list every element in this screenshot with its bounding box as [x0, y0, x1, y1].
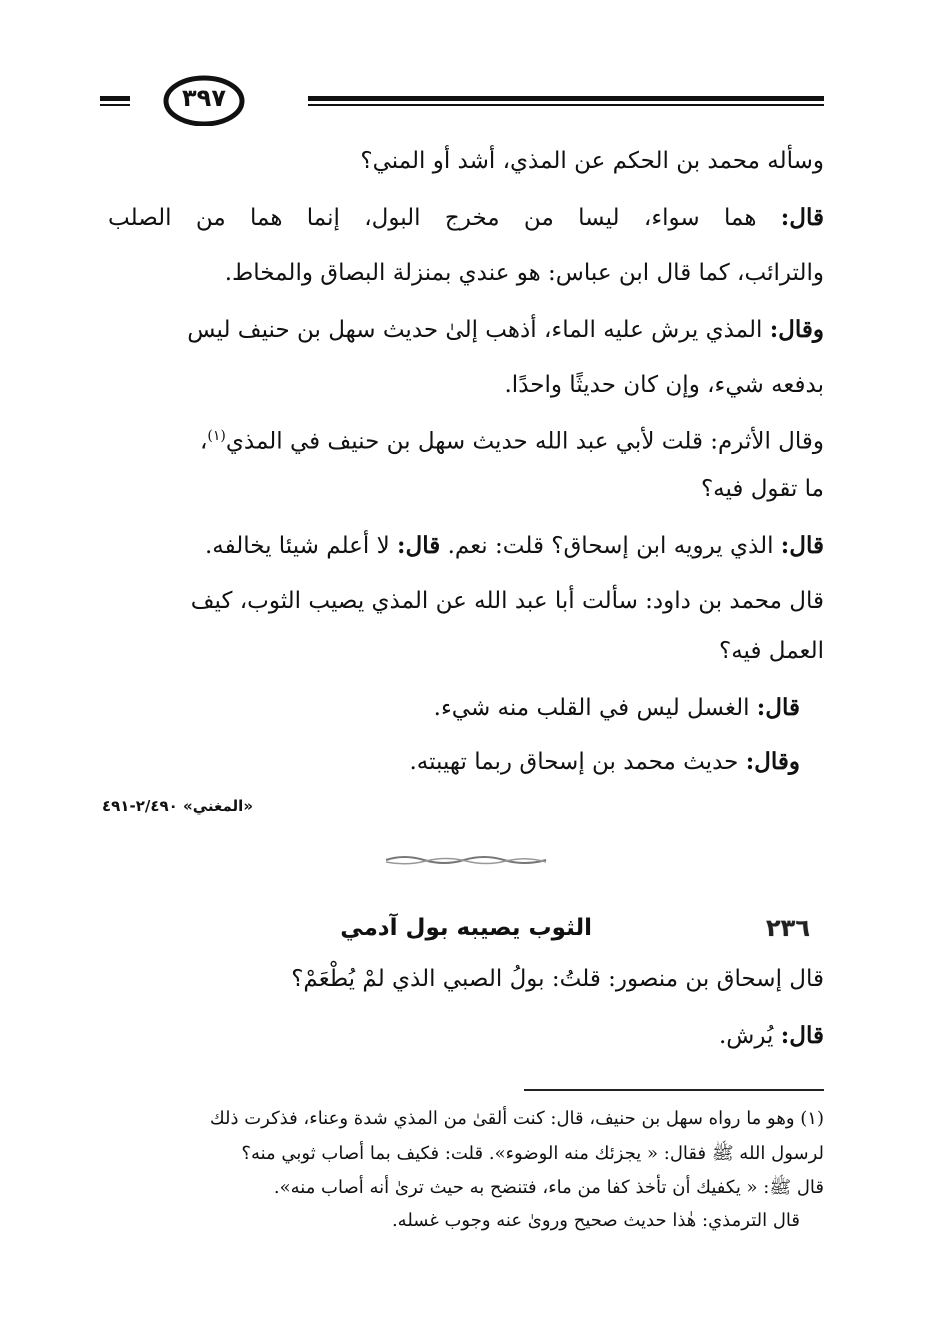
text-line — [84, 694, 800, 723]
text-span: العمل فيه؟ — [719, 638, 824, 664]
header-rule-thin — [308, 104, 824, 106]
speaker-label: قال: — [780, 1022, 824, 1049]
text-span: يُرش. — [718, 1023, 781, 1049]
text-span: لرسول الله ﷺ فقال: « يجزئك منه الوضوء». قلت: فكيف بما أصاب ثوبي منه؟ — [241, 1143, 824, 1164]
text-span: ما تقول فيه؟ — [700, 476, 824, 502]
text-span: وقال الأثرم: قلت لأبي عبد الله حديث سهل بن حنيف في المذي — [225, 428, 824, 455]
text-line — [108, 532, 824, 561]
footnote-line — [108, 1176, 824, 1202]
text-line — [108, 1022, 824, 1051]
speaker-label: قال: — [780, 204, 824, 231]
ornament-divider — [384, 852, 548, 868]
text-span: وسأله محمد بن الحكم عن المذي، أشد أو المني؟ — [360, 148, 824, 174]
text-span: لا أعلم شيئا يخالفه. — [204, 533, 398, 559]
text-span: قال إسحاق بن منصور: قلتُ: بولُ الصبي الذي لمْ يُطْعَمْ؟ — [291, 966, 824, 992]
footnote-line — [84, 1210, 800, 1231]
section-heading — [330, 906, 826, 950]
text-span: والترائب، كما قال ابن عباس: هو عندي بمنزلة البصاق والمخاط. — [224, 260, 824, 286]
text-line — [84, 748, 800, 777]
text-span: الذي يرويه ابن إسحاق؟ قلت: نعم. — [440, 533, 781, 559]
speaker-label: قال: — [397, 532, 441, 559]
text-line — [108, 638, 824, 666]
footnote-ref: (١) — [207, 428, 226, 444]
page-header — [100, 72, 824, 130]
footnote-line — [108, 1108, 824, 1129]
header-rule-thick — [308, 96, 824, 101]
text-span: بدفعه شيء، وإن كان حديثًا واحدًا. — [504, 372, 824, 398]
text-line — [108, 204, 824, 233]
text-line — [108, 588, 824, 616]
text-line — [108, 316, 824, 345]
text-span: قال محمد بن داود: سألت أبا عبد الله عن المذي يصيب الثوب، كيف — [190, 588, 824, 614]
speaker-label: وقال: — [745, 748, 800, 775]
footnote-marker: (١) — [800, 1108, 824, 1129]
section-number: ٢٣٦ — [766, 914, 810, 942]
footnote-line — [108, 1142, 824, 1168]
page-number: ٣٩٧ — [182, 84, 226, 112]
text-span: قال ﷺ: « يكفيك أن تأخذ كفا من ماء، فتنضح به حيث ترىٰ أنه أصاب منه». — [273, 1177, 824, 1198]
text-span: حديث محمد بن إسحاق ربما تهيبته. — [409, 749, 746, 775]
text-span: الغسل ليس في القلب منه شيء. — [433, 695, 757, 721]
text-line — [108, 372, 824, 400]
header-rule-left-thick — [100, 96, 130, 101]
speaker-label: قال: — [756, 694, 800, 721]
header-rule-left-thin — [100, 104, 130, 106]
text-line — [108, 428, 824, 456]
text-line — [108, 260, 824, 288]
text-line — [108, 148, 824, 176]
speaker-label: قال: — [780, 532, 824, 559]
section-title: الثوب يصيبه بول آدمي — [340, 915, 592, 941]
text-span: المذي يرش عليه الماء، أذهب إلىٰ حديث سهل بن حنيف ليس — [187, 317, 770, 343]
text-line — [108, 966, 824, 994]
page-number-frame — [134, 74, 300, 126]
footnote-rule — [524, 1089, 824, 1091]
text-span: هما سواء، ليسا من مخرج البول، إنما هما من الصلب — [108, 205, 781, 231]
text-span: وهو ما رواه سهل بن حنيف، قال: كنت ألقىٰ من المذي شدة وعناء، فذكرت ذلك — [209, 1108, 795, 1129]
source-citation: «المغني» ٢/٤٩٠-٤٩١ — [102, 797, 254, 815]
text-span: قال الترمذي: هٰذا حديث صحيح وروىٰ عنه وجوب غسله. — [391, 1210, 800, 1231]
text-span: ، — [199, 428, 208, 455]
speaker-label: وقال: — [769, 316, 824, 343]
text-line — [108, 476, 824, 504]
